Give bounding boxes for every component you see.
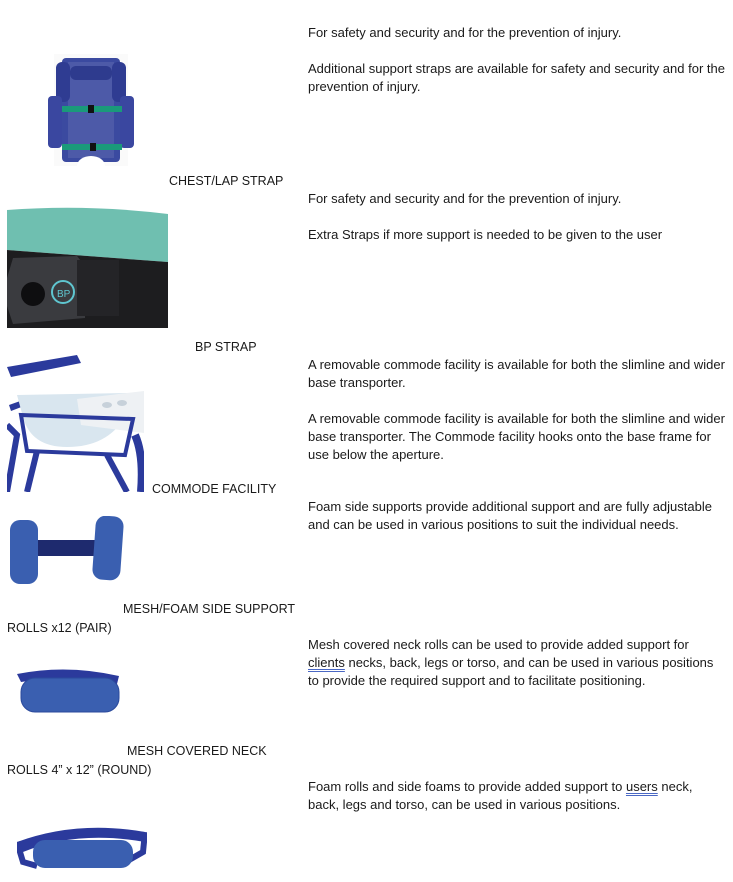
foam-roll-image [17, 822, 147, 872]
side-support-rolls-caption-line2: ROLLS x12 (PAIR) [7, 621, 112, 635]
spellcheck-flagged-word[interactable]: clients [308, 655, 345, 670]
text-run: neck, back, legs and torso, can be used in various positions. [308, 779, 693, 812]
commode-facility-description [308, 356, 726, 482]
commode-facility-image [7, 355, 144, 492]
bp-strap-caption: BP STRAP [195, 340, 257, 354]
commode-facility-caption: COMMODE FACILITY [152, 482, 277, 496]
text-run: Mesh covered neck rolls can be used to provide added support for [308, 637, 689, 652]
description-paragraph: Extra Straps if more support is needed to be given to the user [308, 227, 663, 242]
foam-roll-description [308, 778, 726, 832]
bp-strap-image [7, 206, 168, 328]
text-run: necks, back, legs or torso, and can be used in various positions to provide the required support and to facilitate positioning. [308, 655, 714, 688]
bp-strap-description [308, 190, 726, 262]
chest-lap-strap-caption: CHEST/LAP STRAP [169, 174, 284, 188]
text-run: Foam rolls and side foams to provide added support to [308, 779, 626, 794]
neck-roll-caption-line1: MESH COVERED NECK [127, 744, 267, 758]
side-support-rolls-description [308, 498, 726, 552]
description-paragraph [308, 778, 726, 814]
chest-lap-strap-image [48, 54, 134, 166]
description-paragraph: For safety and security and for the prevention of injury. [308, 25, 622, 40]
side-support-rolls-image [10, 516, 125, 588]
description-paragraph: Foam side supports provide additional support and are fully adjustable and can be used in various positions to suit the individual needs. [308, 499, 712, 532]
neck-roll-caption-line2: ROLLS 4” x 12” (ROUND) [7, 763, 152, 777]
neck-roll-image [17, 668, 121, 716]
chest-lap-strap-description [308, 24, 726, 114]
neck-roll-description [308, 636, 726, 708]
side-support-rolls-caption-line1: MESH/FOAM SIDE SUPPORT [123, 602, 296, 616]
description-paragraph [308, 636, 726, 690]
description-paragraph: Additional support straps are available for safety and security and for the prevention of injury. [308, 61, 725, 94]
description-paragraph: A removable commode facility is available for both the slimline and wider base transporter. [308, 357, 725, 390]
svg-text:BP: BP [57, 289, 71, 300]
description-paragraph: For safety and security and for the prevention of injury. [308, 191, 622, 206]
description-paragraph: A removable commode facility is available for both the slimline and wider base transporter. The Commode facility hooks onto the base frame for use below the aperture. [308, 411, 725, 462]
spellcheck-flagged-word[interactable]: users [625, 779, 658, 794]
